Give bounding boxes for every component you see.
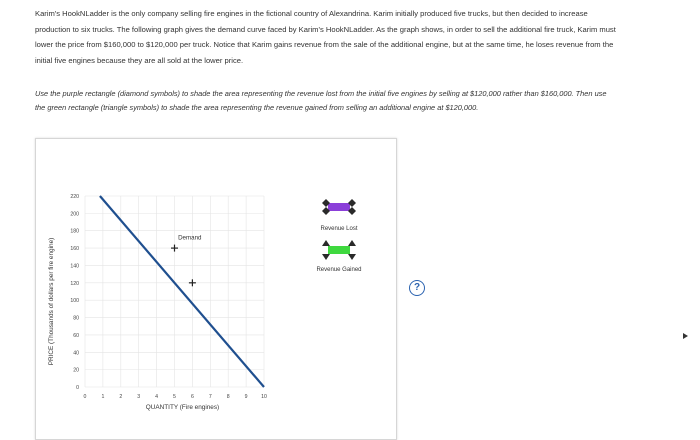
revenue-gained-tool[interactable] <box>322 240 356 260</box>
graph-panel <box>35 138 421 440</box>
demand-curve <box>100 196 264 387</box>
y-tick-label: 180 <box>70 228 79 235</box>
revenue-lost-tool[interactable] <box>322 199 356 215</box>
triangle-icon <box>348 254 356 260</box>
revenue-lost-label: Revenue Lost <box>320 226 358 232</box>
problem-instructions: Use the purple rectangle (diamond symbols) to shade the area representing the revenue lost from the initial five engines by selling at $120,000 rather than $160,000. Then use the green rectangle (triangle symbols) to shade the area representing the revenue gained from selling an additional engine at $120,000. <box>35 89 607 112</box>
x-tick-label: 10 <box>261 394 267 400</box>
triangle-icon <box>348 240 356 246</box>
triangle-icon <box>322 240 330 246</box>
x-tick-label: 5 <box>173 394 176 400</box>
axes <box>48 194 267 411</box>
y-axis-title: PRICE (Thousands of dollars per fire engine) <box>48 237 55 366</box>
demand-label: Demand <box>178 234 202 242</box>
x-tick-label: 4 <box>155 394 159 400</box>
y-tick-label: 60 <box>73 332 79 339</box>
x-tick-label: 6 <box>190 394 194 400</box>
y-tick-label: 220 <box>70 194 79 200</box>
help-icon[interactable]: ? <box>409 280 425 296</box>
revenue-gained-rectangle[interactable] <box>328 246 350 254</box>
x-tick-label: 8 <box>226 394 230 400</box>
y-tick-label: 100 <box>70 298 79 305</box>
revenue-lost-rectangle[interactable] <box>328 203 350 211</box>
y-tick-label: 40 <box>73 350 79 357</box>
x-tick-label: 7 <box>208 394 212 400</box>
triangle-icon <box>322 254 330 260</box>
x-tick-label: 2 <box>119 394 123 400</box>
scroll-arrow-icon <box>683 333 688 339</box>
y-tick-label: 120 <box>70 280 79 287</box>
problem-intro: Karim's HookNLadder is the only company selling fire engines in the fictional country of Alexandrina. Karim initially produced five trucks, but then decided to increase production to six trucks. The following graph gives the demand curve faced by Karim's HookNLadder. As the graph shows, in order to sell the additional fire truck, Karim must lower the price from $160,000 to $120,000 per truck. Notice that Karim gains revenue from the sale of the additional engine, but at the same time, he loses revenue from the initial five engines because they are all sold at the lower price. <box>35 9 616 65</box>
x-tick-label: 3 <box>137 394 141 400</box>
revenue-gained-label: Revenue Gained <box>316 267 362 273</box>
x-tick-label: 1 <box>101 394 105 400</box>
x-tick-label: 9 <box>244 394 248 400</box>
grid-lines <box>85 196 264 387</box>
y-tick-label: 20 <box>73 367 79 374</box>
y-tick-label: 0 <box>76 385 79 391</box>
demand-graph[interactable] <box>36 139 396 439</box>
y-tick-label: 160 <box>70 246 79 253</box>
y-tick-label: 200 <box>70 211 79 218</box>
y-tick-label: 140 <box>70 263 79 270</box>
x-axis-title: QUANTITY (Fire engines) <box>145 404 220 411</box>
y-tick-label: 80 <box>73 315 79 322</box>
demand-series <box>100 196 264 387</box>
x-tick-label: 0 <box>83 394 87 400</box>
